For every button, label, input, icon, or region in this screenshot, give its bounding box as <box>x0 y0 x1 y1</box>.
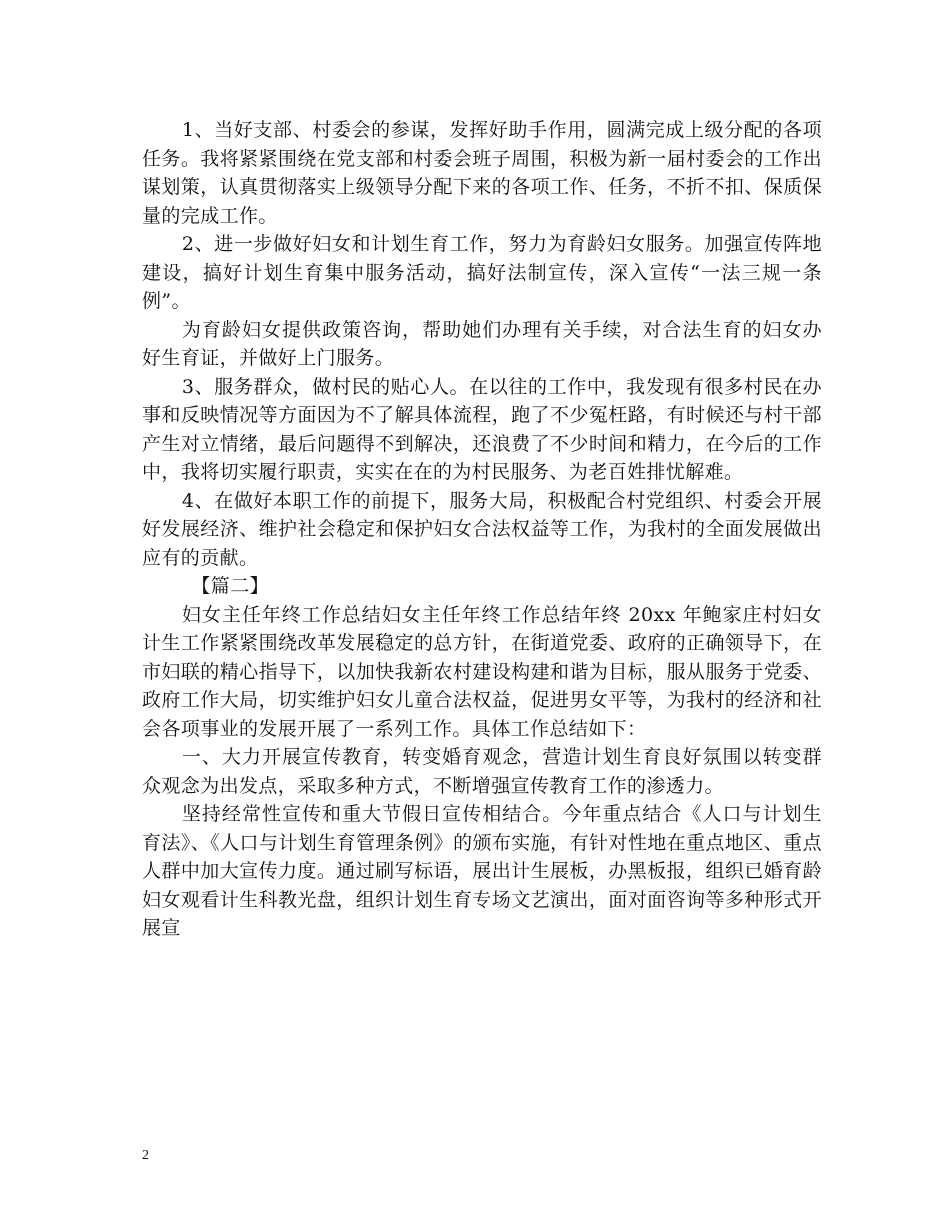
paragraph-4: 3、服务群众，做村民的贴心人。在以往的工作中，我发现有很多村民在办事和反映情况等方面因为不了解具体流程，跑了不少冤枉路，有时候还与村干部产生对立情绪，最后问题得不到解决，还浪费了不少时间和精力，在今后的工作中，我将切实履行职责，实实在在的为村民服务、为老百姓排忧解难。 <box>142 375 822 483</box>
paragraph-3: 为育龄妇女提供政策咨询，帮助她们办理有关手续，对合法生育的妇女办好生育证，并做好上门服务。 <box>142 318 822 369</box>
paragraph-8: 坚持经常性宣传和重大节假日宣传相结合。今年重点结合《人口与计划生育法》、《人口与计划生育管理条例》的颁布实施，有针对性地在重点地区、重点人群中加大宣传力度。通过刷写标语，展出计生展板，办黑板报，组织已婚育龄妇女观看计生科教光盘，组织计划生育专场文艺演出，面对面咨询等多种形式开展宣 <box>142 803 822 939</box>
paragraph-1: 1、当好支部、村委会的参谋，发挥好助手作用，圆满完成上级分配的各项任务。我将紧紧围绕在党支部和村委会班子周围，积极为新一届村委会的工作出谋划策，认真贯彻落实上级领导分配下来的各项工作、任务，不折不扣、保质保量的完成工作。 <box>142 119 822 227</box>
paragraph-5: 4、在做好本职工作的前提下，服务大局，积极配合村党组织、村委会开展好发展经济、维护社会稳定和保护妇女合法权益等工作，为我村的全面发展做出应有的贡献。 <box>142 489 822 569</box>
document-body <box>142 116 822 943</box>
section-heading: 【篇二】 <box>191 575 269 597</box>
paragraph-2: 2、进一步做好妇女和计划生育工作，努力为育龄妇女服务。加强宣传阵地建设，搞好计划生育集中服务活动，搞好法制宣传，深入宣传“一法三规一条例”。 <box>142 233 822 312</box>
page-number: 2 <box>142 1148 149 1163</box>
paragraph-6: 妇女主任年终工作总结妇女主任年终工作总结年终 20xx 年鲍家庄村妇女计生工作紧紧围绕改革发展稳定的总方针，在街道党委、政府的正确领导下，在市妇联的精心指导下，以加快我新农村建设构建和谐为目标，服从服务于党委、政府工作大局，切实维护妇女儿童合法权益，促进男女平等，为我村的经济和社会各项事业的发展开展了一系列工作。具体工作总结如下： <box>142 603 822 740</box>
paragraph-7: 一、大力开展宣传教育，转变婚育观念，营造计划生育良好氛围以转变群众观念为出发点，采取多种方式，不断增强宣传教育工作的渗透力。 <box>142 746 822 797</box>
